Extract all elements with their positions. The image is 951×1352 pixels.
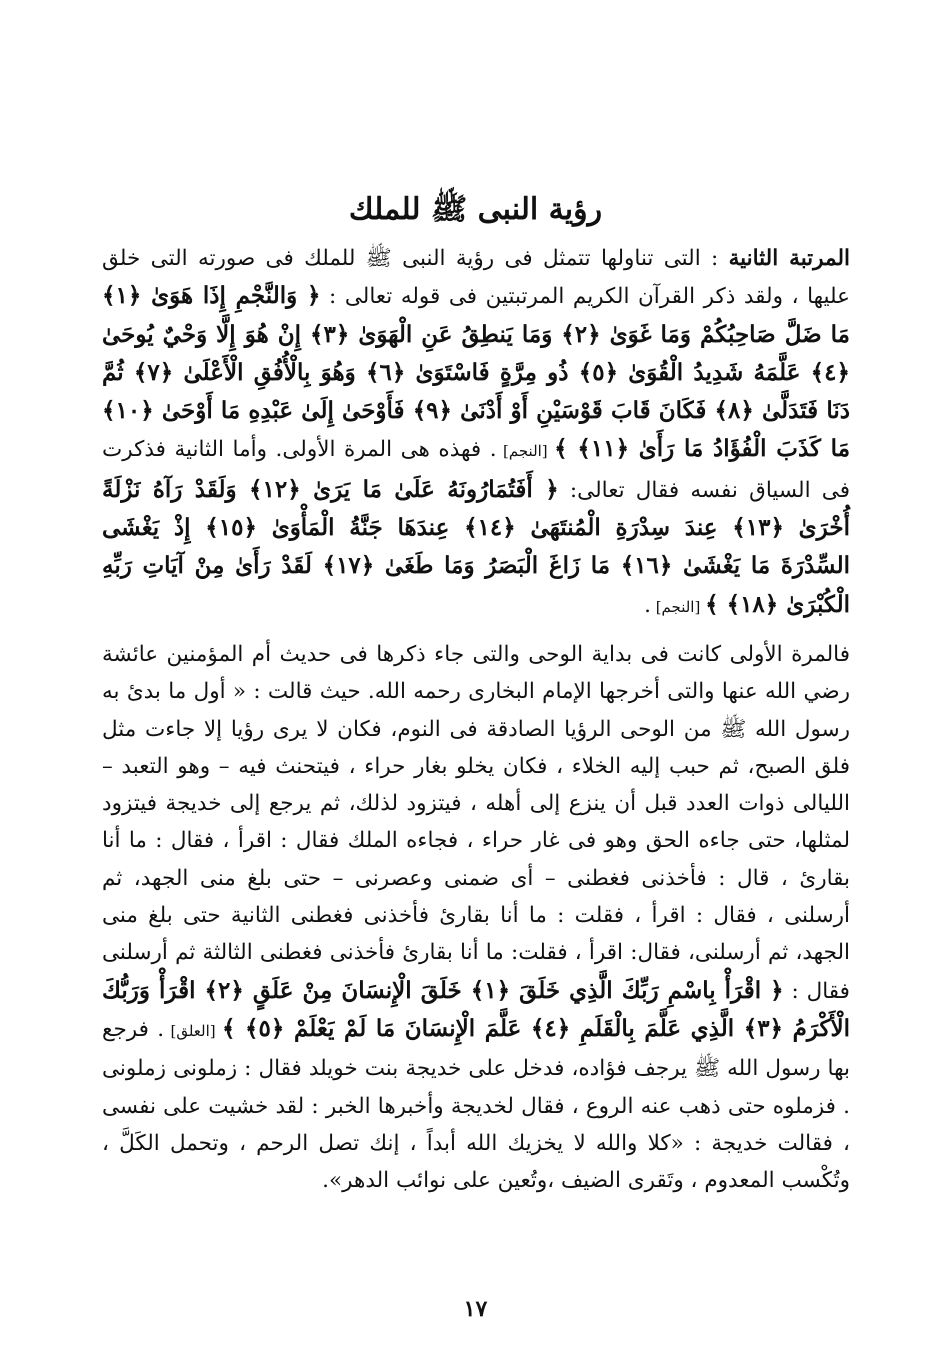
body-text — [102, 240, 850, 1199]
paragraph-2 — [102, 636, 850, 1199]
quran-verse-najm-2: ﴿ أَفَتُمَارُونَهُ عَلَىٰ مَا يَرَىٰ ﴿١٢﴾ وَلَقَدْ رَآهُ نَزْلَةً أُخْرَىٰ ﴿١٣﴾ عِندَ سِدْرَةِ الْمُنتَهَىٰ ﴿١٤﴾ عِندَهَا جَنَّةُ الْمَأْوَىٰ ﴿١٥﴾ إِذْ يَغْشَى السِّدْرَةَ مَا يَغْشَىٰ ﴿١٦﴾ مَا زَاغَ الْبَصَرُ وَمَا طَغَىٰ ﴿١٧﴾ لَقَدْ رَأَىٰ مِنْ آيَاتِ رَبِّهِ الْكُبْرَىٰ ﴿١٨﴾ ﴾ — [102, 475, 850, 618]
quran-verse-alaq: ﴿ اقْرَأْ بِاسْمِ رَبِّكَ الَّذِي خَلَقَ ﴿١﴾ خَلَقَ الْإِنسَانَ مِنْ عَلَقٍ ﴿٢﴾ اقْرَأْ وَرَبُّكَ الْأَكْرَمُ ﴿٣﴾ الَّذِي عَلَّمَ بِالْقَلَمِ ﴿٤﴾ عَلَّمَ الْإِنسَانَ مَا لَمْ يَعْلَمْ ﴿٥﴾ ﴾ — [102, 976, 850, 1042]
surah-reference-najm-1: [النجم] — [496, 442, 555, 461]
paragraph-1-seg-6: . — [644, 592, 651, 618]
paragraph-2-seg-3: . فرجع بها رسول الله ﷺ يرجف فؤاده، فدخل على خديجة بنت خويلد فقال : زملونى زملونى . فزملوه حتى ذهب عنه الروع ، فقال لخديجة وأخبرها الخبر : لقد خشيت على نفسى ، فقالت خديجة : «كلا والله لا يخزيك الله أبداً ، إنك تصل الرحم ، وتحمل الكَلَّ ، وتُكْسب المعدوم ، وتَقرى الضيف ،وتُعين على نوائب الدهر». — [102, 1016, 850, 1194]
quran-verse-najm-1: ﴿ وَالنَّجْمِ إِذَا هَوَىٰ ﴿١﴾ مَا ضَلَّ صَاحِبُكُمْ وَمَا غَوَىٰ ﴿٢﴾ وَمَا يَنطِقُ عَنِ الْهَوَىٰ ﴿٣﴾ إِنْ هُوَ إِلَّا وَحْيٌ يُوحَىٰ ﴿٤﴾ عَلَّمَهُ شَدِيدُ الْقُوَىٰ ﴿٥﴾ ذُو مِرَّةٍ فَاسْتَوَىٰ ﴿٦﴾ وَهُوَ بِالْأُفُقِ الْأَعْلَىٰ ﴿٧﴾ ثُمَّ دَنَا فَتَدَلَّىٰ ﴿٨﴾ فَكَانَ قَابَ قَوْسَيْنِ أَوْ أَدْنَىٰ ﴿٩﴾ فَأَوْحَىٰ إِلَىٰ عَبْدِهِ مَا أَوْحَىٰ ﴿١٠﴾ مَا كَذَبَ الْفُؤَادُ مَا رَأَىٰ ﴿١١﴾ ﴾ — [102, 282, 851, 463]
paragraph-1-lead: المرتبة الثانية — [728, 246, 850, 271]
paragraph-2-seg-0: فالمرة الأولى كانت فى بداية الوحى والتى جاء ذكرها فى حديث أم المؤمنين عائشة رضي الله عنها والتى أخرجها الإمام البخارى رحمه الله. حيث قالت : « أول ما بدئ به رسول الله ﷺ من الوحى الرؤيا الصادقة فى النوم، فكان لا يرى رؤيا إلا جاءت مثل فلق الصبح، ثم حبب إليه الخلاء ، فكان يخلو بغار حراء ، فيتحنث فيه – وهو التعبد – الليالى ذوات العدد قبل أن ينزع إلى أهله ، فيتزود لذلك، ثم يرجع إلى خديجة فيتزود لمثلها، حتى جاءه الحق وهو فى غار حراء ، فجاءه الملك فقال : اقرأ ، فقال : ما أنا بقارئ ، قال : فأخذنى فغطنى – أى ضمنى وعصرنى – حتى بلغ منى الجهد، ثم أرسلنى ، فقال : اقرأ ، فقلت : ما أنا بقارئ فأخذنى فغطنى الثانية حتى بلغ منى الجهد، ثم أرسلنى، فقال: اقرأ ، فقلت: ما أنا بقارئ فأخذنى فغطنى الثالثة ثم أرسلنى فقال : — [102, 641, 850, 1004]
paragraph-1-seg-0: : التى تناولها تتمثل فى رؤية النبى ﷺ للملك فى صورته التى خلق عليها ، ولقد ذكر القرآن الكريم المرتبتين فى قوله تعالى : — [102, 246, 850, 310]
page-number: ١٧ — [463, 1296, 488, 1322]
section-title: رؤية النبى ﷺ للملك — [348, 192, 603, 227]
surah-reference-najm-2: [النجم] — [650, 597, 706, 616]
surah-reference-alaq: [العلق] — [164, 1021, 222, 1040]
paragraph-1 — [102, 240, 850, 626]
paragraph-1-seg-3: . فهذه هى المرة الأولى. وأما الثانية فذكرت فى السياق نفسه فقال تعالى: — [102, 437, 850, 503]
